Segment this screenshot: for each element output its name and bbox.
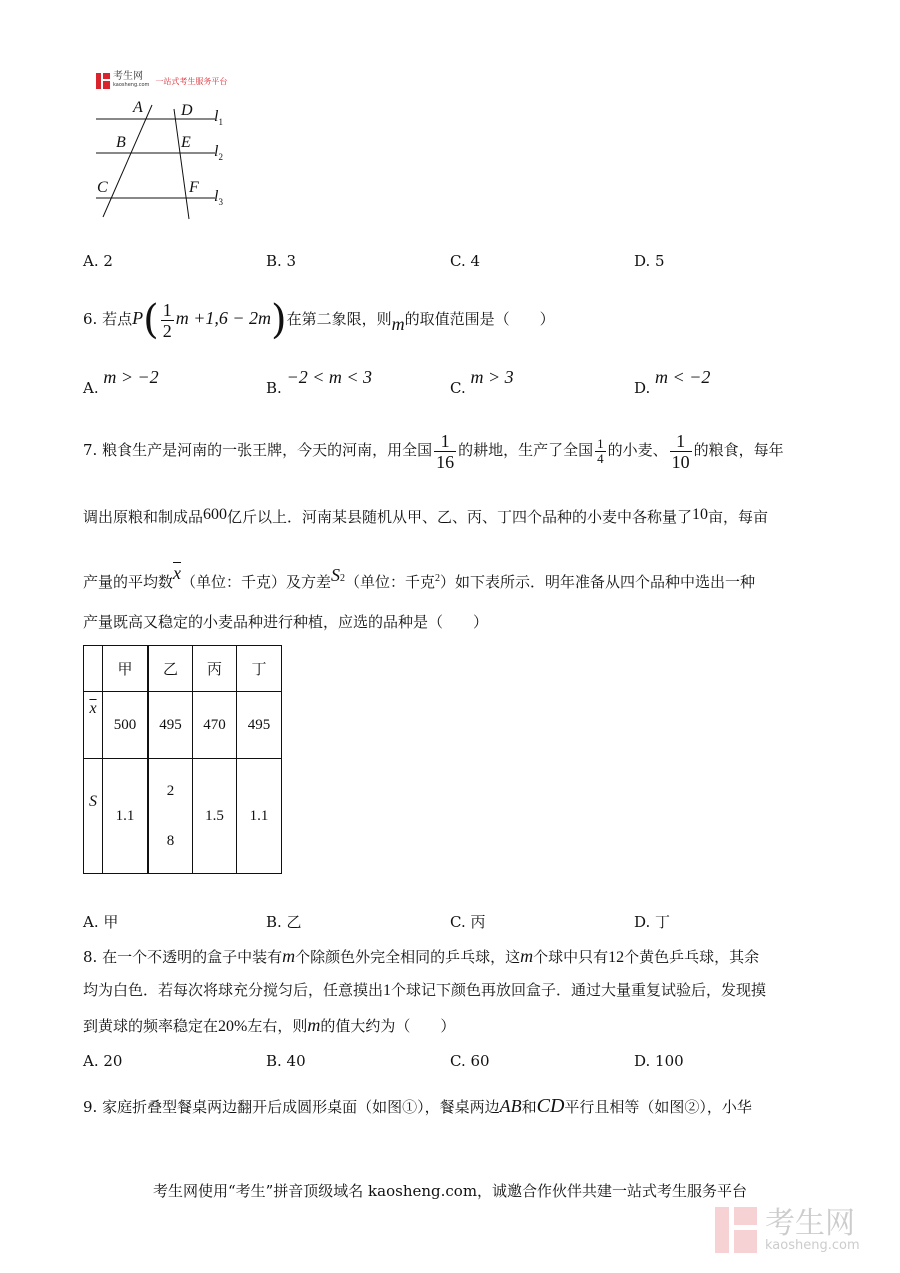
point-label-f: F <box>189 179 199 196</box>
q8-line-1: 8. 在一个不透明的盒子中装有m个除颜色外完全相同的乒乓球，这m个球中只有12个黄色乒乓球，其余 <box>83 946 760 966</box>
q7-option-c: C. 丙 <box>450 913 486 931</box>
q9-line-1: 9. 家庭折叠型餐桌两边翻开后成圆形桌面（如图①），餐桌两边AB和CD平行且相等（如图②），小华 <box>83 1095 752 1117</box>
watermark <box>715 1207 860 1253</box>
q7-line-4: 产量既高又稳定的小麦品种进行种植，应选的品种是（ ） <box>83 613 489 631</box>
point-label-d: D <box>181 102 193 119</box>
q7-line-3: 产量的平均数$\overline{x}$（单位：千克）及方差$S^2$（单位：千克$^2$）如下表所示．明年准备从四个品种中选出一种 <box>83 563 756 591</box>
point-label-a: A <box>133 99 143 116</box>
table-header: 乙 <box>148 646 193 692</box>
q8-line-3: 到黄球的频率稳定在20%左右，则m的值大约为（ ） <box>83 1015 456 1035</box>
q7-option-b: B. 乙 <box>266 913 302 931</box>
wheat-yield-table <box>83 645 282 874</box>
q8-option-a: A. 20 <box>83 1052 123 1070</box>
q8-option-d: D. 100 <box>634 1052 684 1070</box>
q8-option-c: C. 60 <box>450 1052 490 1070</box>
logo-sub: kaosheng.com <box>113 82 150 88</box>
q7-option-d: D. 丁 <box>634 913 671 931</box>
watermark-logo-icon <box>715 1207 757 1253</box>
q5-option-c: C. 4 <box>450 252 481 270</box>
watermark-text: 考生网 <box>765 1205 855 1241</box>
table-row-mean: $\overline{x}$ 500 495 470 495 <box>84 692 282 759</box>
line-label-l2: $l_2$ <box>214 143 223 163</box>
q6-option-d: D. m < −2 <box>634 367 711 397</box>
q8-option-b: B. 40 <box>266 1052 306 1070</box>
footer-text: 考生网使用“考生”拼音顶级域名 kaosheng.com，诚邀合作伙伴共建一站式考生服务平台 <box>152 1182 748 1200</box>
kaosheng-logo-icon <box>96 73 110 89</box>
table-header: 丁 <box>237 646 282 692</box>
q7-line-2: 调出原粮和制成品600亿斤以上．河南某县随机从甲、乙、丙、丁四个品种的小麦中各称量了10亩，每亩 <box>83 506 769 526</box>
q5-option-a: A. 2 <box>83 252 113 270</box>
q5-option-b: B. 3 <box>266 252 297 270</box>
point-label-b: B <box>116 134 126 151</box>
q6-option-c: C. m > 3 <box>450 367 514 397</box>
q6-option-b: B. −2 < m < 3 <box>266 367 373 397</box>
point-label-c: C <box>97 179 108 196</box>
q6-stem: 6. 若点P( $\frac{1}{2}$ m +1,6 − 2m)在第二象限，则m的取值范围是（ ） <box>83 297 555 343</box>
q7-option-a: A. 甲 <box>83 913 119 931</box>
table-header: 甲 <box>103 646 149 692</box>
line-label-l1: $l_1$ <box>214 108 223 128</box>
q6-option-a: A. m > −2 <box>83 367 159 397</box>
table-row-variance: S 1.1 2 8 1.5 1.1 <box>84 759 282 874</box>
watermark-sub: kaosheng.com <box>765 1237 860 1253</box>
q8-line-2: 均为白色．若每次将球充分搅匀后，任意摸出1个球记下颜色再放回盒子．通过大量重复试验后，发现摸 <box>83 981 767 999</box>
slogan: 一站式考生服务平台 <box>155 76 228 86</box>
logo-text: 考生网 <box>113 71 143 82</box>
point-label-e: E <box>181 134 191 151</box>
line-label-l3: $l_3$ <box>214 188 223 208</box>
q7-line-1: 7. 粮食生产是河南的一张王牌，今天的河南，用全国 $\frac{1}{16}$ 的耕地，生产了全国 $\frac{1}{4}$ 的小麦、 $\frac{1}{10}$ 的粮食，每年 <box>83 430 784 472</box>
q5-option-d: D. 5 <box>634 252 665 270</box>
table-header: 丙 <box>193 646 237 692</box>
header-logo <box>96 72 227 90</box>
